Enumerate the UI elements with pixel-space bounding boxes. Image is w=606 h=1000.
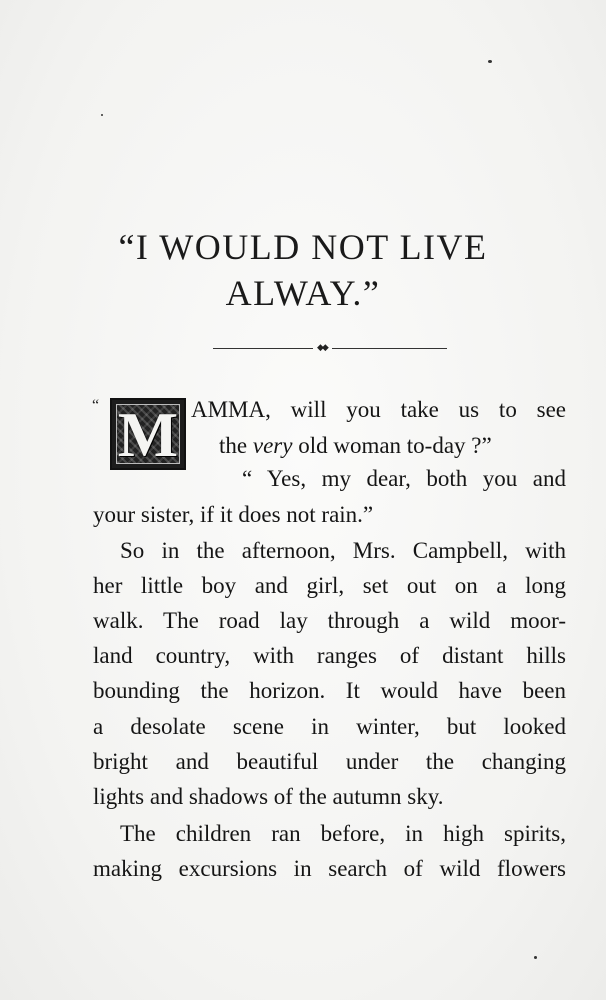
divider-ornament-icon: ◆◆ xyxy=(317,342,327,352)
text-line-10: a desolate scene in winter, but looked xyxy=(93,714,566,739)
text-line-3: “ Yes, my dear, both you and xyxy=(242,466,566,491)
divider-line-right xyxy=(332,348,447,349)
text-line-2-emphasis: very xyxy=(252,433,293,458)
text-line-2-part-a: the xyxy=(219,433,253,458)
text-line-7: walk. The road lay through a wild moor- xyxy=(93,608,566,633)
speck xyxy=(488,60,492,63)
speck xyxy=(534,956,537,959)
decorated-initial-letter: M xyxy=(117,399,179,470)
text-line-2 xyxy=(219,432,492,460)
text-line-8: land country, with ranges of distant hills xyxy=(93,643,566,668)
text-line-14: making excursions in search of wild flowers xyxy=(93,856,566,881)
text-line-13: The children ran before, in high spirits, xyxy=(120,821,566,846)
opening-quote-mark: “ xyxy=(92,397,100,414)
divider-line-left xyxy=(213,348,313,349)
text-line-9: bounding the horizon. It would have been xyxy=(93,678,566,703)
chapter-title-line-1: “I WOULD NOT LIVE xyxy=(118,227,488,267)
text-line-4: your sister, if it does not rain.” xyxy=(93,502,374,527)
text-line-1: AMMA, will you take us to see xyxy=(191,397,566,422)
chapter-title-line-2: ALWAY.” xyxy=(225,273,381,313)
text-line-5: So in the afternoon, Mrs. Campbell, with xyxy=(120,538,566,563)
text-line-6: her little boy and girl, set out on a long xyxy=(93,573,566,598)
title-divider xyxy=(213,342,447,352)
text-line-2-part-c: old woman to-day ?” xyxy=(292,433,492,458)
text-line-11: bright and beautiful under the changing xyxy=(93,749,566,774)
decorated-initial xyxy=(110,398,186,470)
text-line-12: lights and shadows of the autumn sky. xyxy=(93,784,444,809)
speck xyxy=(101,114,103,116)
